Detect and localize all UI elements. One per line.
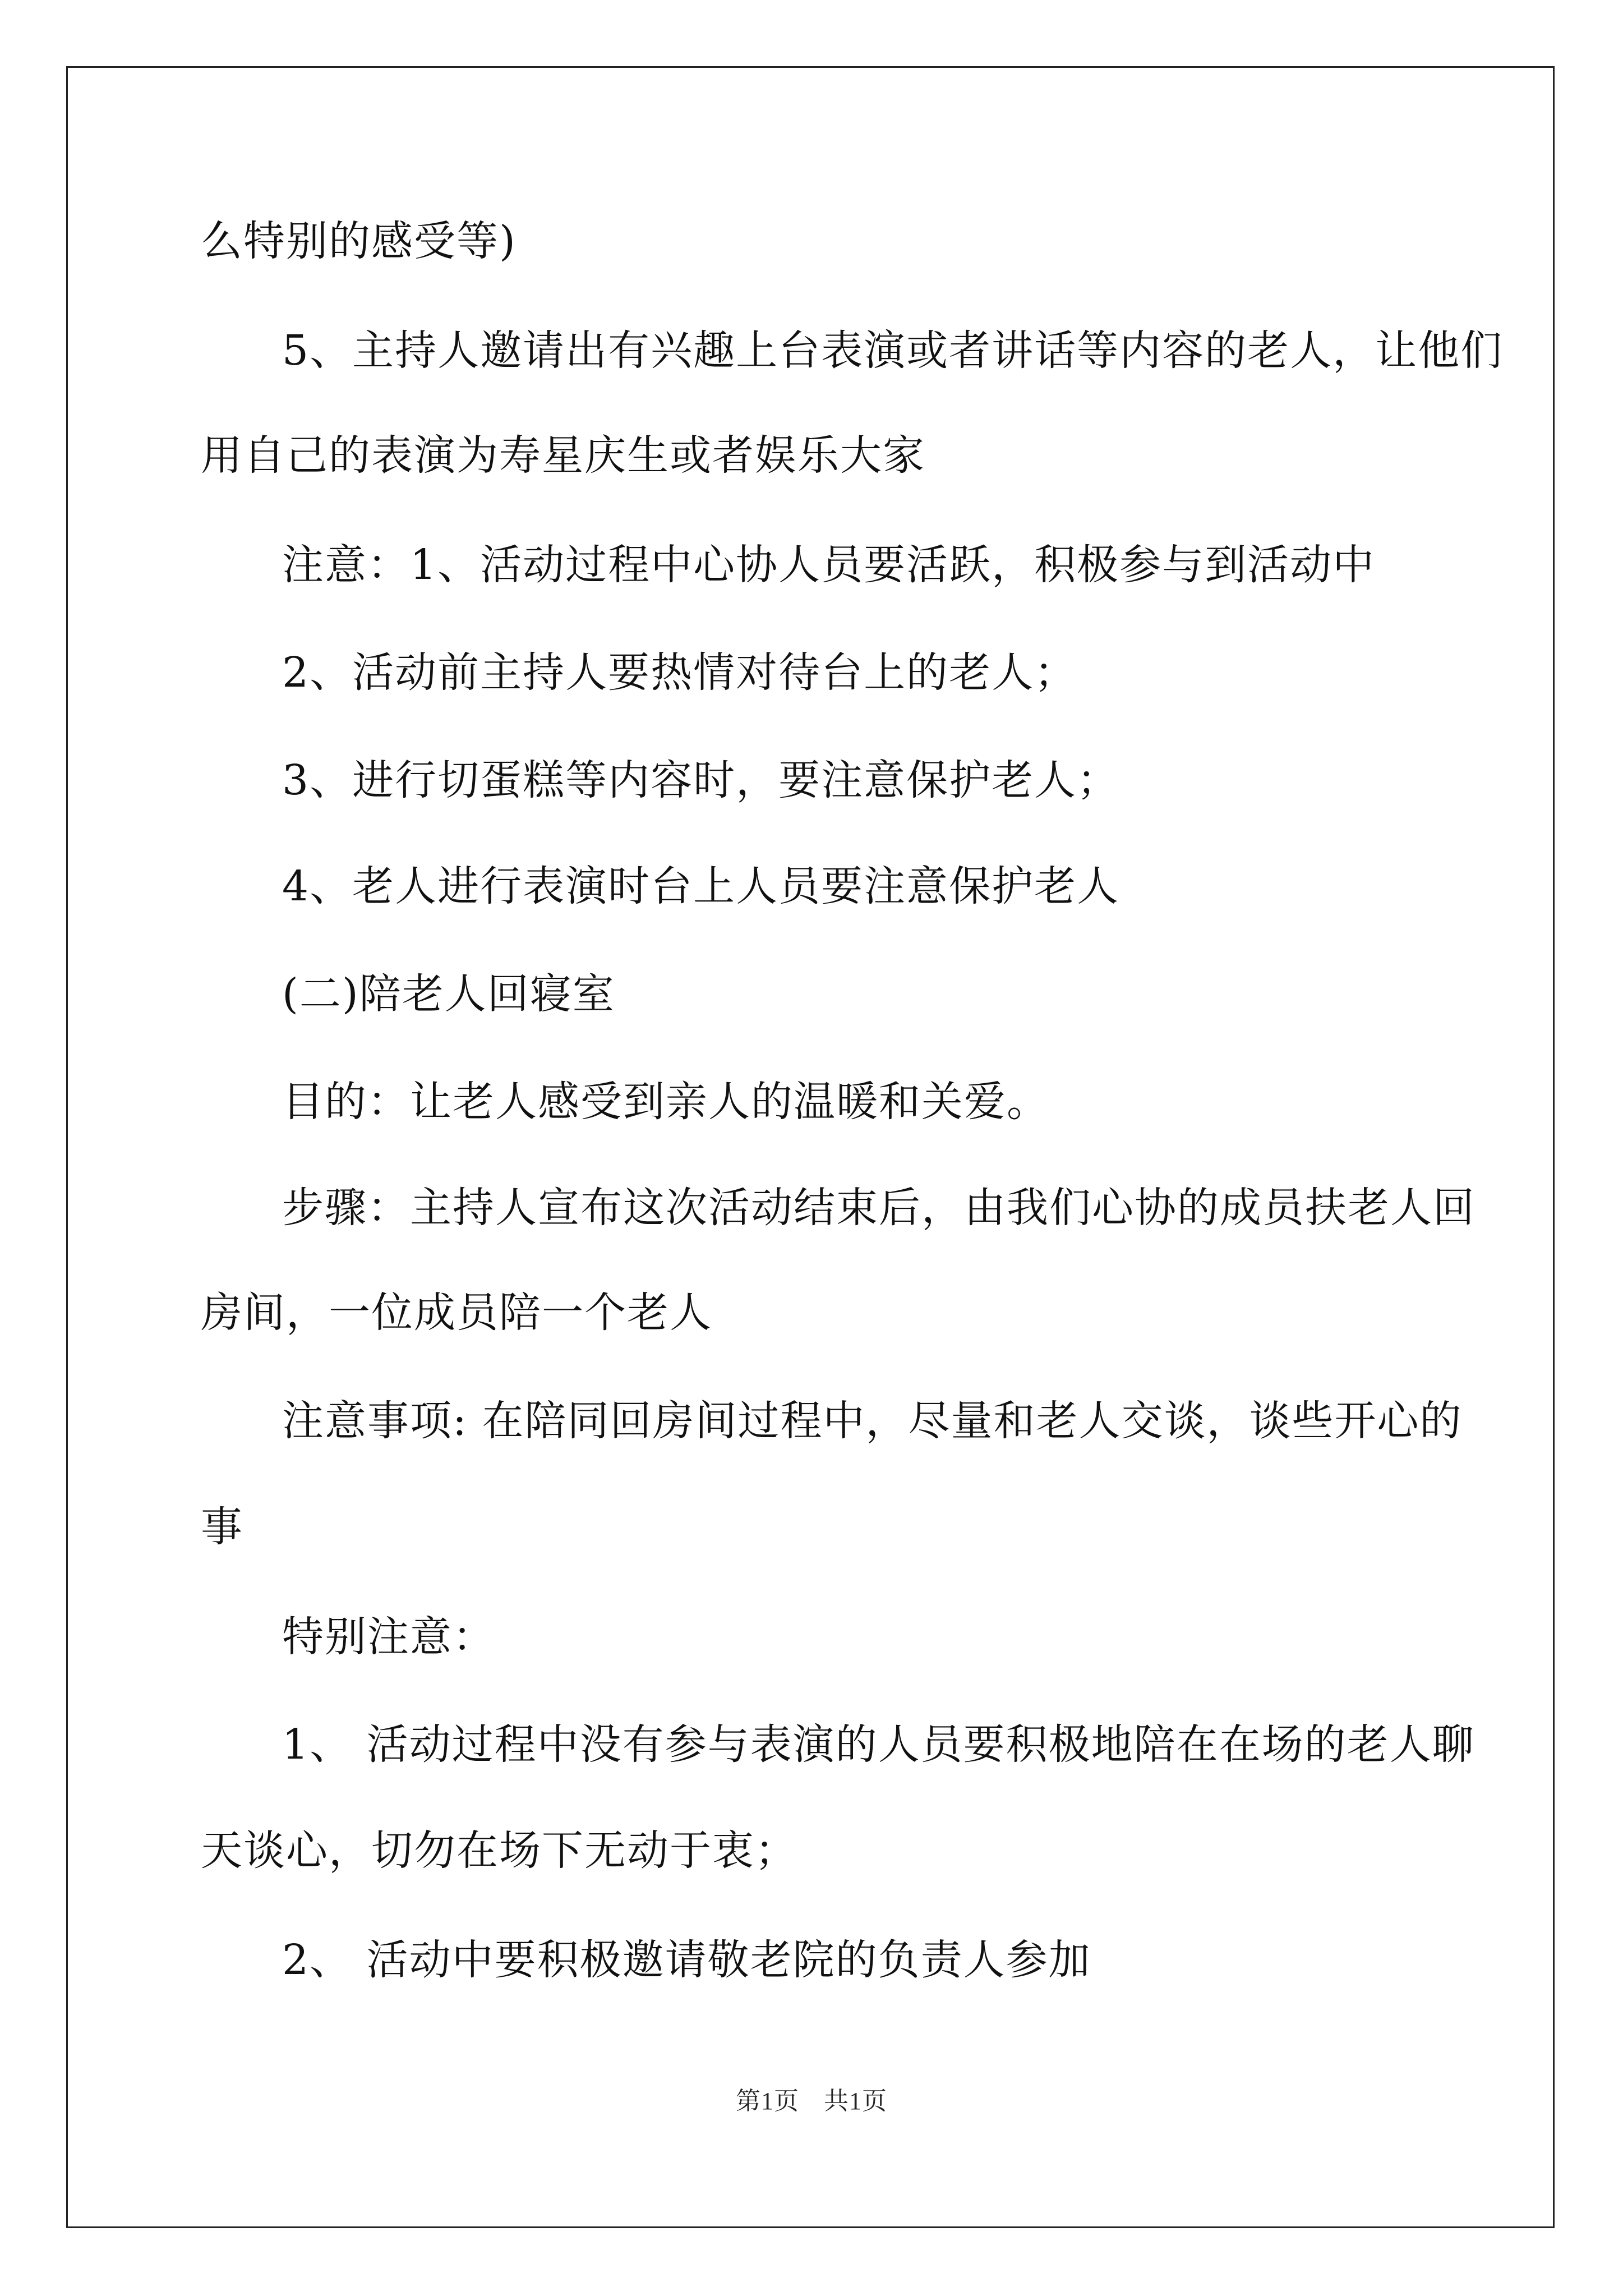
text-line: 天谈心，切勿在场下无动于衷； [201, 1826, 797, 1875]
section-heading: (二)陪老人回寝室 [282, 970, 615, 1018]
text-line: 1、 活动过程中没有参与表演的人员要积极地陪在在场的老人聊 [282, 1720, 1475, 1769]
text-line: 用自己的表演为寿星庆生或者娱乐大家 [201, 431, 925, 480]
text-line: 注意事项: 在陪同回房间过程中，尽量和老人交谈，谈些开心的 [282, 1397, 1463, 1445]
text-line: 目的：让老人感受到亲人的温暖和关爱。 [282, 1078, 1049, 1126]
page-border [66, 66, 1555, 2228]
text-line: 步骤：主持人宣布这次活动结束后，由我们心协的成员扶老人回 [282, 1184, 1476, 1232]
text-line: 么特别的感受等) [201, 217, 517, 265]
page-number-total: 共1页 [824, 2087, 887, 2115]
text-line: 房间，一位成员陪一个老人 [201, 1289, 712, 1337]
page-footer [0, 2085, 1623, 2118]
page-number-current: 第1页 [736, 2087, 799, 2115]
text-line: 2、 活动中要积极邀请敬老院的负责人参加 [282, 1936, 1091, 1984]
text-line: 特别注意： [282, 1613, 495, 1661]
text-line: 事 [201, 1503, 243, 1551]
text-line: 3、进行切蛋糕等内容时，要注意保护老人； [282, 756, 1120, 804]
text-line: 4、老人进行表演时台上人员要注意保护老人 [282, 862, 1120, 910]
text-line: 注意：1、活动过程中心协人员要活跃，积极参与到活动中 [282, 541, 1376, 589]
text-line: 5、主持人邀请出有兴趣上台表演或者讲话等内容的老人，让他们 [282, 326, 1504, 375]
text-line: 2、活动前主持人要热情对待台上的老人； [282, 648, 1077, 697]
